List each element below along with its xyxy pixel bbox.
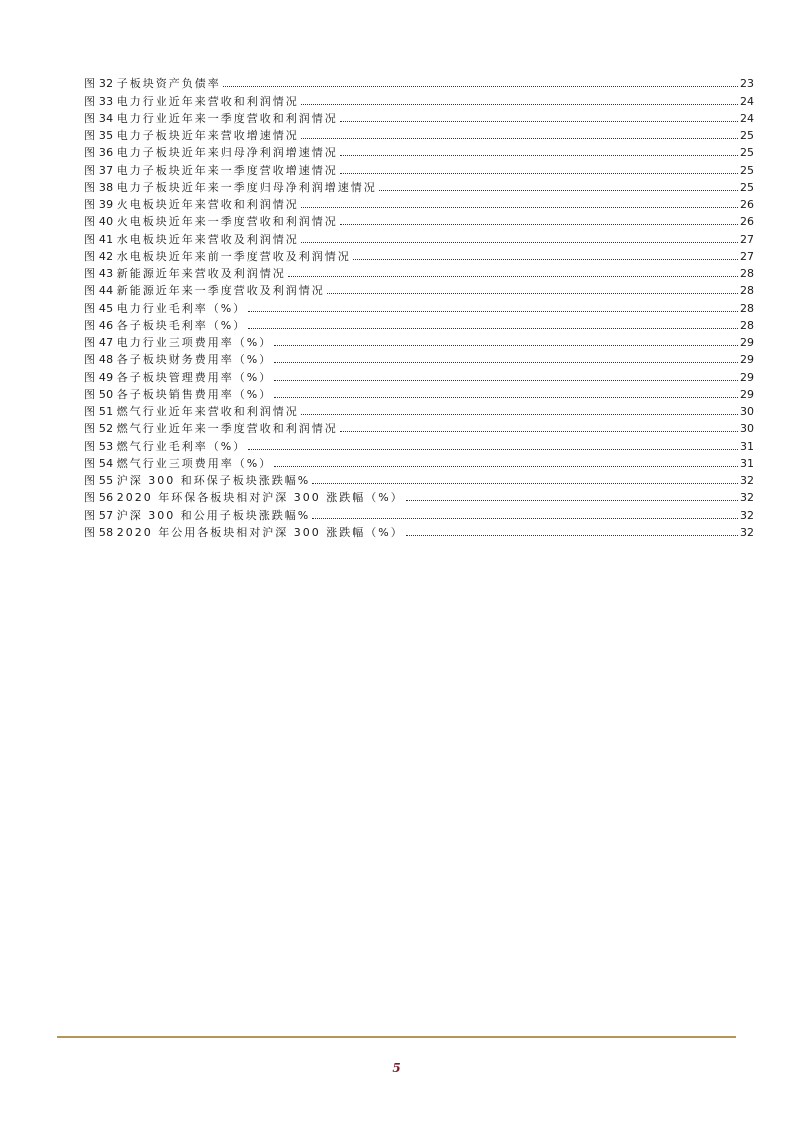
toc-entry[interactable] [84, 125, 754, 142]
toc-entry-text: 火电板块近年来一季度营收和利润情况 [116, 215, 338, 229]
toc-entry-page: 30 [740, 405, 754, 418]
toc-entry-label: 图 41 [84, 232, 114, 246]
toc-dot-leader [340, 120, 738, 122]
toc-dot-leader [248, 310, 738, 312]
toc-entry-label: 图 40 [84, 215, 114, 229]
toc-entry-page: 28 [740, 284, 754, 298]
toc-dot-leader [301, 137, 738, 139]
toc-entry-page: 29 [740, 370, 754, 384]
toc-entry-title [84, 284, 325, 297]
toc-dot-leader [288, 275, 738, 277]
toc-dot-leader [223, 85, 738, 87]
toc-entry-label: 图 54 [84, 456, 114, 470]
toc-entry-page: 32 [740, 491, 754, 505]
toc-entry[interactable] [84, 453, 754, 470]
toc-entry-label: 图 50 [84, 387, 114, 401]
toc-entry-title [84, 267, 286, 280]
toc-entry-title [84, 422, 338, 435]
toc-entry-page: 24 [740, 94, 754, 108]
toc-entry[interactable] [84, 177, 754, 194]
toc-entry[interactable] [84, 470, 754, 487]
toc-entry-text: 各子板块管理费用率（%） [116, 370, 273, 384]
toc-entry[interactable] [84, 384, 754, 401]
toc-entry-label: 图 37 [84, 163, 114, 177]
toc-entry-page: 26 [740, 215, 754, 229]
toc-entry[interactable] [84, 108, 754, 125]
toc-dot-leader [340, 223, 738, 225]
toc-dot-leader [406, 534, 738, 536]
toc-entry[interactable] [84, 332, 754, 349]
toc-entry-text: 燃气行业近年来营收和利润情况 [116, 405, 299, 418]
toc-entry-page: 27 [740, 249, 754, 263]
toc-entry-title [84, 457, 272, 470]
toc-entry-text: 电力子板块近年来一季度归母净利润增速情况 [116, 180, 377, 194]
table-of-figures [84, 73, 754, 539]
toc-entry-title [84, 181, 377, 194]
toc-entry-title [84, 164, 338, 177]
toc-entry[interactable] [84, 194, 754, 211]
toc-entry-title [84, 491, 404, 504]
toc-entry-label: 图 33 [84, 94, 114, 108]
toc-entry-label: 图 55 [84, 474, 114, 487]
toc-entry-text: 电力行业近年来一季度营收和利润情况 [116, 111, 338, 125]
toc-entry-label: 图 46 [84, 318, 114, 332]
toc-entry-label: 图 48 [84, 353, 114, 367]
toc-entry-text: 2020 年环保各板块相对沪深 300 涨跌幅（%） [116, 491, 404, 505]
toc-entry-title [84, 95, 299, 108]
toc-dot-leader [274, 465, 738, 467]
toc-entry-page: 27 [740, 232, 754, 246]
toc-entry[interactable] [84, 418, 754, 435]
toc-entry[interactable] [84, 487, 754, 504]
toc-entry-label: 图 39 [84, 198, 114, 211]
toc-entry-title [84, 215, 338, 228]
toc-entry[interactable] [84, 366, 754, 383]
toc-dot-leader [248, 448, 738, 450]
toc-entry-page: 32 [740, 474, 754, 487]
toc-entry-page: 31 [740, 456, 754, 470]
toc-entry-text: 各子板块毛利率（%） [116, 318, 247, 332]
toc-entry[interactable] [84, 504, 754, 521]
toc-entry-title [84, 526, 404, 539]
toc-entry-page: 28 [740, 301, 754, 315]
toc-entry-text: 燃气行业近年来一季度营收和利润情况 [116, 422, 338, 436]
toc-entry-label: 图 44 [84, 284, 114, 298]
toc-dot-leader [248, 327, 738, 329]
toc-entry[interactable] [84, 315, 754, 332]
toc-entry[interactable] [84, 263, 754, 280]
toc-entry[interactable] [84, 435, 754, 452]
toc-entry-label: 图 36 [84, 146, 114, 160]
toc-entry-text: 2020 年公用各板块相对沪深 300 涨跌幅（%） [116, 525, 404, 539]
toc-dot-leader [274, 344, 738, 346]
toc-entry-title [84, 250, 351, 263]
toc-entry-label: 图 47 [84, 336, 114, 349]
toc-entry-text: 电力行业近年来营收和利润情况 [116, 94, 299, 108]
toc-entry-title [84, 509, 310, 522]
toc-entry-page: 25 [740, 163, 754, 177]
toc-entry-page: 25 [740, 146, 754, 160]
toc-entry-label: 图 35 [84, 129, 114, 142]
toc-dot-leader [353, 258, 738, 260]
toc-dot-leader [301, 206, 738, 208]
toc-entry-page: 32 [740, 525, 754, 539]
toc-entry-label: 图 34 [84, 111, 114, 125]
toc-entry-title [84, 302, 246, 315]
toc-dot-leader [274, 379, 738, 381]
toc-entry-title [84, 353, 272, 366]
toc-entry-text: 沪深 300 和公用子板块涨跌幅% [116, 508, 311, 522]
toc-dot-leader [379, 189, 738, 191]
toc-entry-text: 各子板块财务费用率（%） [116, 353, 273, 367]
toc-entry[interactable] [84, 228, 754, 245]
toc-entry-label: 图 32 [84, 77, 114, 91]
toc-entry[interactable] [84, 159, 754, 176]
toc-entry-title [84, 336, 272, 349]
toc-entry[interactable] [84, 142, 754, 159]
toc-dot-leader [340, 172, 738, 174]
toc-entry-title [84, 319, 246, 332]
toc-entry-label: 图 45 [84, 301, 114, 315]
toc-entry-page: 32 [740, 508, 754, 522]
toc-entry-page: 23 [740, 77, 754, 91]
footer-divider [57, 1036, 736, 1038]
toc-entry-page: 31 [740, 439, 754, 453]
toc-entry-text: 燃气行业三项费用率（%） [116, 456, 273, 470]
toc-entry-title [84, 233, 299, 246]
toc-entry-page: 29 [740, 387, 754, 401]
toc-entry-label: 图 58 [84, 525, 114, 539]
toc-entry[interactable] [84, 349, 754, 366]
toc-entry-text: 水电板块近年来前一季度营收及利润情况 [116, 249, 351, 263]
toc-entry-label: 图 43 [84, 267, 114, 280]
toc-entry-label: 图 38 [84, 180, 114, 194]
toc-entry-text: 电力子板块近年来营收增速情况 [116, 129, 299, 142]
toc-entry[interactable] [84, 90, 754, 107]
toc-entry-page: 28 [740, 318, 754, 332]
toc-entry-page: 26 [740, 198, 754, 211]
toc-entry-text: 电力行业毛利率（%） [116, 301, 247, 315]
toc-entry[interactable] [84, 401, 754, 418]
toc-entry-text: 各子板块销售费用率（%） [116, 387, 273, 401]
toc-entry-label: 图 56 [84, 491, 114, 505]
toc-dot-leader [274, 396, 738, 398]
toc-entry-text: 水电板块近年来营收及利润情况 [116, 232, 299, 246]
toc-entry-page: 24 [740, 111, 754, 125]
toc-entry-text: 新能源近年来营收及利润情况 [116, 267, 286, 280]
toc-entry-title [84, 474, 310, 487]
toc-entry-label: 图 51 [84, 405, 114, 418]
toc-entry[interactable] [84, 246, 754, 263]
toc-dot-leader [301, 413, 738, 415]
toc-entry-title [84, 129, 299, 142]
toc-dot-leader [327, 292, 738, 294]
toc-entry-text: 电力子板块近年来一季度营收增速情况 [116, 163, 338, 177]
toc-entry-title [84, 440, 246, 453]
toc-entry-label: 图 52 [84, 422, 114, 436]
toc-entry-title [84, 371, 272, 384]
toc-entry-text: 电力子板块近年来归母净利润增速情况 [116, 146, 338, 160]
toc-entry-text: 子板块资产负债率 [116, 77, 221, 91]
toc-entry-text: 新能源近年来一季度营收及利润情况 [116, 284, 325, 298]
toc-dot-leader [301, 241, 738, 243]
toc-entry-text: 沪深 300 和环保子板块涨跌幅% [116, 474, 311, 487]
toc-entry-page: 30 [740, 422, 754, 436]
toc-entry-text: 燃气行业毛利率（%） [116, 439, 247, 453]
toc-dot-leader [274, 361, 738, 363]
toc-entry-title [84, 146, 338, 159]
toc-entry-title [84, 388, 272, 401]
toc-entry-title [84, 198, 299, 211]
toc-entry-title [84, 112, 338, 125]
toc-entry-page: 29 [740, 336, 754, 349]
toc-dot-leader [301, 103, 738, 105]
toc-entry[interactable] [84, 522, 754, 539]
toc-entry[interactable] [84, 73, 754, 90]
toc-dot-leader [312, 482, 738, 484]
toc-entry-text: 电力行业三项费用率（%） [116, 336, 273, 349]
toc-dot-leader [312, 517, 738, 519]
page-number: 5 [392, 1061, 401, 1075]
toc-entry-page: 29 [740, 353, 754, 367]
toc-entry-title [84, 405, 299, 418]
toc-entry-title [84, 77, 221, 90]
toc-entry-page: 28 [740, 267, 754, 280]
toc-entry-page: 25 [740, 180, 754, 194]
toc-entry-label: 图 49 [84, 370, 114, 384]
toc-entry-label: 图 53 [84, 439, 114, 453]
toc-entry-page: 25 [740, 129, 754, 142]
toc-entry-label: 图 57 [84, 508, 114, 522]
toc-dot-leader [340, 154, 738, 156]
toc-dot-leader [340, 430, 738, 432]
toc-dot-leader [406, 499, 738, 501]
toc-entry[interactable] [84, 211, 754, 228]
toc-entry[interactable] [84, 280, 754, 297]
toc-entry-label: 图 42 [84, 249, 114, 263]
toc-entry[interactable] [84, 297, 754, 314]
toc-entry-text: 火电板块近年来营收和利润情况 [116, 198, 299, 211]
